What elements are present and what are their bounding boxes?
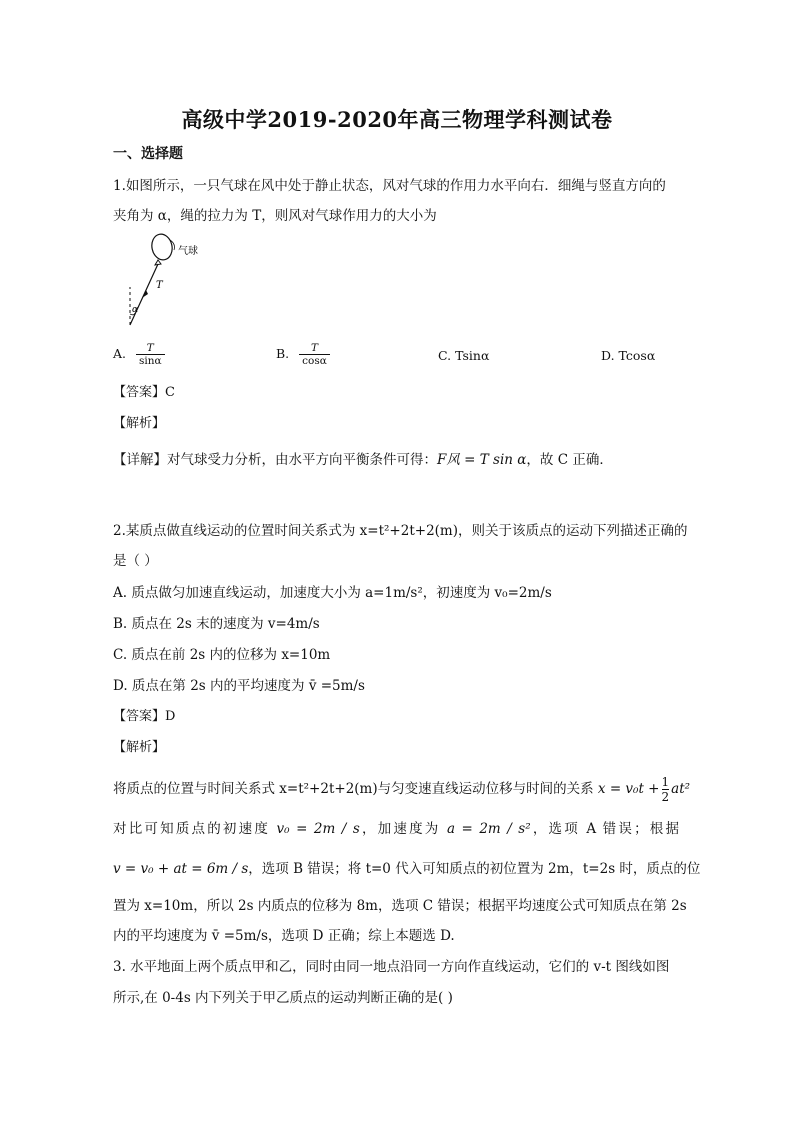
q1-option-b-fraction — [299, 342, 330, 367]
q1-option-a[interactable] — [113, 342, 165, 367]
q1-analysis-heading: 【解析】 — [113, 416, 166, 431]
q2-option-a[interactable]: A. 质点做匀加速直线运动，加速度大小为 a=1m/s²，初速度为 v₀=2m/s — [113, 585, 552, 601]
q2-analysis-line2-e: ，选项 A 错误；根据 — [530, 821, 679, 837]
q2-initial-velocity: v₀ = 2m / s — [276, 821, 360, 837]
q1-detail-post: ，故 C 正确． — [526, 452, 613, 468]
q1-option-a-numerator: T — [146, 342, 154, 354]
q1-option-b-numerator: T — [310, 342, 318, 354]
q2-option-d[interactable]: D. 质点在第 2s 内的平均速度为 v̄ =5m/s — [113, 678, 365, 694]
balloon-label: 气球 — [178, 246, 198, 257]
q1-stem-line2: 夹角为 α，绳的拉力为 T，则风对气球作用力的大小为 — [113, 208, 437, 224]
q2-stem-line1: 2.某质点做直线运动的位置时间关系式为 x=t²+2t+2(m)，则关于该质点的运动下列描述正确的 — [113, 523, 688, 539]
q2-analysis-line2-c: ，加速度为 — [359, 821, 441, 837]
q1-option-a-fraction — [136, 342, 165, 367]
balloon-figure — [118, 232, 218, 332]
q2-formula-left: x = v₀t + — [597, 781, 660, 797]
q2-analysis-line3-b: ，选项 B 错误；将 t=0 代入可知质点的初位置为 2m，t=2s 时，质点的位 — [248, 861, 701, 877]
q2-option-c[interactable]: C. 质点在前 2s 内的位移为 x=10m — [113, 647, 331, 663]
q3-stem-line2: 所示,在 0-4s 内下列关于甲乙质点的运动判断正确的是( ) — [113, 990, 453, 1006]
q2-analysis-line2 — [113, 819, 679, 839]
q2-analysis-line1-text: 将质点的位置与时间关系式 x=t²+2t+2(m)与匀变速直线运动位移与时间的关系 — [113, 781, 594, 797]
q1-option-d[interactable]: D. Tcosα — [601, 348, 656, 363]
q1-detail — [113, 450, 613, 470]
q2-analysis-line2-a: 对比可知质点的初速度 — [113, 821, 271, 837]
alpha-label: α — [132, 305, 139, 315]
q1-option-b-label: B. — [276, 346, 290, 361]
q1-stem-line1: 1.如图所示，一只气球在风中处于静止状态，风对气球的作用力水平向右．细绳与竖直方向的 — [113, 178, 666, 194]
q2-analysis-line3 — [113, 859, 700, 879]
section-heading: 一、选择题 — [113, 146, 183, 162]
q2-option-b[interactable]: B. 质点在 2s 末的速度为 v=4m/s — [113, 616, 320, 632]
q2-stem-line2: 是（ ） — [113, 553, 158, 569]
q3-stem-line1: 3. 水平地面上两个质点甲和乙，同时由同一地点沿同一方向作直线运动，它们的 v-t 图线如图 — [113, 959, 670, 975]
q1-option-a-denominator: sinα — [136, 354, 165, 367]
q2-analysis-line5: 内的平均速度为 v̄ =5m/s，选项 D 正确；综上本题选 D. — [113, 928, 455, 944]
q1-answer: 【答案】C — [113, 385, 175, 400]
q2-analysis-heading: 【解析】 — [113, 740, 166, 755]
page-title: 高级中学2019-2020年高三物理学科测试卷 — [181, 107, 613, 132]
q1-option-b[interactable] — [276, 342, 330, 367]
q1-option-b-denominator: cosα — [299, 354, 330, 367]
q1-option-c[interactable]: C. Tsinα — [438, 348, 490, 363]
q2-formula-half — [662, 775, 670, 804]
q2-formula-right: at² — [671, 781, 691, 797]
q2-formula-half-num: 1 — [661, 775, 670, 789]
tension-label: T — [156, 280, 163, 291]
q2-analysis-line4: 置为 x=10m，所以 2s 内质点的位移为 8m，选项 C 错误；根据平均速度公式可知质点在第 2s — [113, 898, 687, 914]
q2-velocity-formula: v = v₀ + at = 6m / s — [113, 861, 249, 877]
q2-analysis-line1 — [113, 775, 690, 804]
q2-acceleration: a = 2m / s² — [446, 821, 531, 837]
q1-detail-formula: F风 = T sin α — [437, 452, 527, 468]
q2-formula-half-den: 2 — [661, 790, 670, 804]
q1-detail-pre: 【详解】对气球受力分析，由水平方向平衡条件可得： — [113, 452, 437, 468]
q2-answer: 【答案】D — [113, 709, 176, 724]
q1-option-a-label: A. — [113, 346, 127, 361]
